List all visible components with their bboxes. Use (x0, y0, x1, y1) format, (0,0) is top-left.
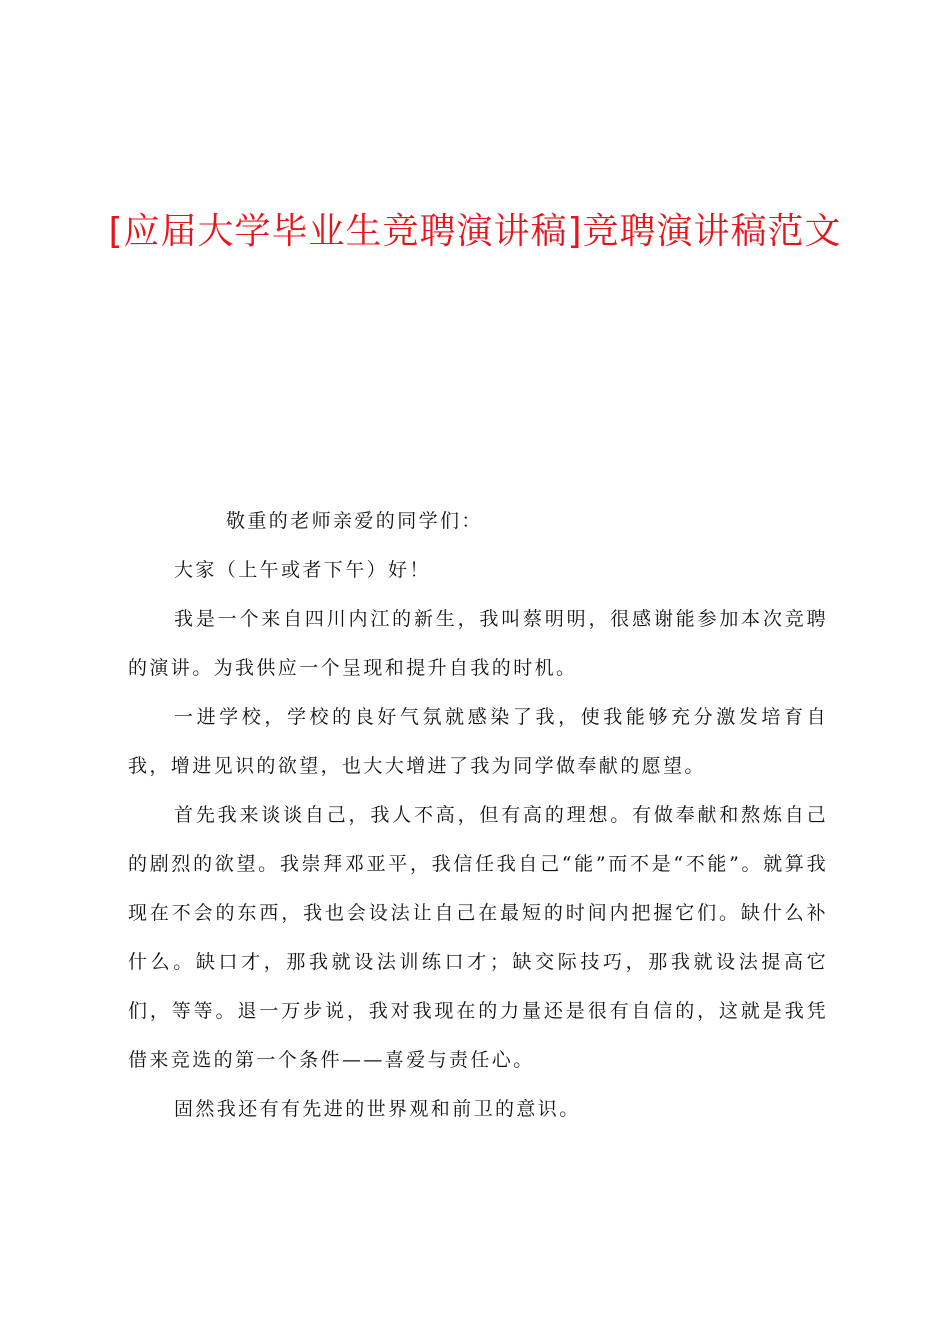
paragraph: 一进学校，学校的良好气氛就感染了我，使我能够充分激发培育自我，增进见识的欲望，也大大增进了我为同学做奉献的愿望。 (128, 706, 828, 777)
document-body (128, 497, 828, 1134)
paragraph: 大家（上午或者下午）好！ (174, 559, 431, 581)
paragraph: 首先我来谈谈自己，我人不高，但有高的理想。有做奉献和熬炼自己的剧烈的欲望。我崇拜邓亚平，我信任我自己“能”而不是“不能”。就算我现在不会的东西，我也会设法让自己在最短的时间内把握它们。缺什么补什么。缺口才，那我就设法训练口才；缺交际技巧，那我就设法提高它们，等等。退一万步说，我对我现在的力量还是很有自信的，这就是我凭借来竞选的第一个条件——喜爱与责任心。 (128, 804, 828, 1071)
document-title: [应届大学毕业生竞聘演讲稿]竞聘演讲稿范文 (108, 211, 842, 252)
paragraph: 固然我还有有先进的世界观和前卫的意识。 (174, 1098, 581, 1120)
greeting-line: 敬重的老师亲爱的同学们： (226, 510, 483, 532)
paragraph: 我是一个来自四川内江的新生，我叫蔡明明，很感谢能参加本次竞聘的演讲。为我供应一个呈现和提升自我的时机。 (128, 608, 828, 679)
